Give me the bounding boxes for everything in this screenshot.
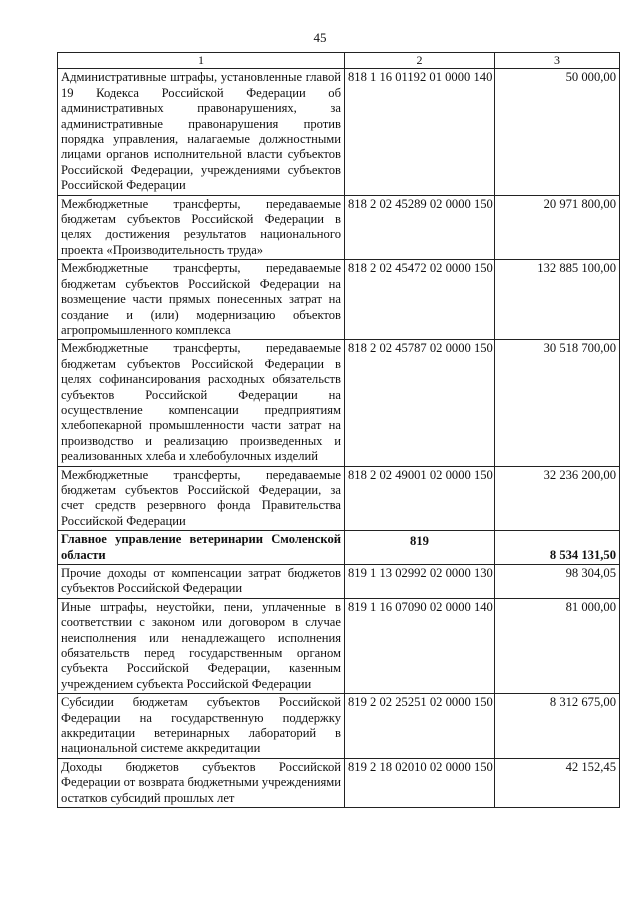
row-budget-code: 818 2 02 45472 02 0000 150 — [345, 260, 495, 340]
row-description: Административные штрафы, установленные главой 19 Кодекса Российской Федерации об административных правонарушениях, за административные правонарушения против порядка управления, налагаемые должностными лицами органов исполнительной власти субъектов Российской Федерации, учреждениями субъектов Российской Федерации — [58, 69, 345, 195]
column-number-row — [58, 53, 620, 69]
table-row — [58, 565, 620, 599]
row-amount: 42 152,45 — [495, 758, 620, 807]
row-budget-code: 819 — [345, 531, 495, 565]
row-description: Межбюджетные трансферты, передаваемые бюджетам субъектов Российской Федерации на возмещение части прямых понесенных затрат на создание и (или) модернизацию объектов агропромышленного комплекса — [58, 260, 345, 340]
table-row — [58, 340, 620, 466]
table-row — [58, 466, 620, 531]
row-description: Межбюджетные трансферты, передаваемые бюджетам субъектов Российской Федерации в целях достижения результатов национального проекта «Производительность труда» — [58, 195, 345, 260]
table-row — [58, 758, 620, 807]
table-row — [58, 69, 620, 195]
column-header-3: 3 — [495, 53, 620, 69]
row-amount: 32 236 200,00 — [495, 466, 620, 531]
table-row — [58, 598, 620, 693]
row-amount: 8 312 675,00 — [495, 694, 620, 759]
row-budget-code: 819 2 18 02010 02 0000 150 — [345, 758, 495, 807]
row-budget-code: 819 1 13 02992 02 0000 130 — [345, 565, 495, 599]
row-description: Прочие доходы от компенсации затрат бюджетов субъектов Российской Федерации — [58, 565, 345, 599]
revenue-table — [57, 52, 620, 808]
row-budget-code: 819 2 02 25251 02 0000 150 — [345, 694, 495, 759]
row-description: Иные штрафы, неустойки, пени, уплаченные в соответствии с законом или договором в случае неисполнения или ненадлежащего исполнения обязательств перед государственным органом субъекта Российской Федерации, казенным учреждением субъекта Российской Федерации — [58, 598, 345, 693]
row-amount: 50 000,00 — [495, 69, 620, 195]
row-budget-code: 818 1 16 01192 01 0000 140 — [345, 69, 495, 195]
table-section-row — [58, 531, 620, 565]
row-description: Межбюджетные трансферты, передаваемые бюджетам субъектов Российской Федерации, за счет средств резервного фонда Правительства Российской Федерации — [58, 466, 345, 531]
page-number: 45 — [313, 30, 327, 45]
row-amount: 98 304,05 — [495, 565, 620, 599]
row-budget-code: 818 2 02 45289 02 0000 150 — [345, 195, 495, 260]
row-amount: 8 534 131,50 — [495, 531, 620, 565]
row-description: Доходы бюджетов субъектов Российской Федерации от возврата бюджетными учреждениями остатков субсидий прошлых лет — [58, 758, 345, 807]
row-budget-code: 818 2 02 49001 02 0000 150 — [345, 466, 495, 531]
column-header-2: 2 — [345, 53, 495, 69]
row-description: Главное управление ветеринарии Смоленской области — [58, 531, 345, 565]
table-row — [58, 694, 620, 759]
row-amount: 81 000,00 — [495, 598, 620, 693]
row-budget-code: 818 2 02 45787 02 0000 150 — [345, 340, 495, 466]
table-row — [58, 260, 620, 340]
row-budget-code: 819 1 16 07090 02 0000 140 — [345, 598, 495, 693]
row-description: Субсидии бюджетам субъектов Российской Федерации на государственную поддержку аккредитации ветеринарных лабораторий в национальной системе аккредитации — [58, 694, 345, 759]
row-amount: 30 518 700,00 — [495, 340, 620, 466]
row-amount: 132 885 100,00 — [495, 260, 620, 340]
row-amount: 20 971 800,00 — [495, 195, 620, 260]
column-header-1: 1 — [58, 53, 345, 69]
table-row — [58, 195, 620, 260]
row-description: Межбюджетные трансферты, передаваемые бюджетам субъектов Российской Федерации в целях софинансирования расходных обязательств субъектов Российской Федерации на осуществление компенсации предприятиям хлебопекарной промышленности части затрат на производство и реализацию произведенных и реализованных хлеба и хлебобулочных изделий — [58, 340, 345, 466]
